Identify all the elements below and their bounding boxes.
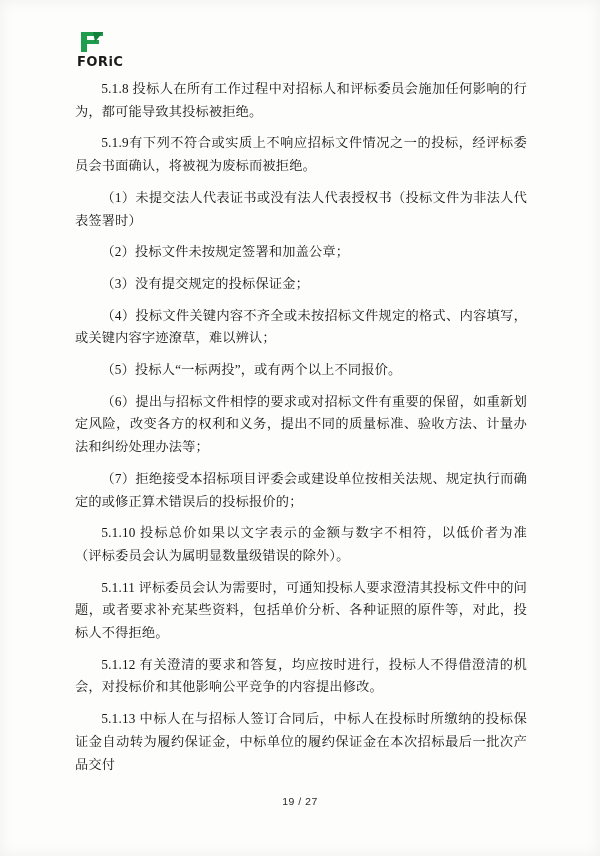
paragraph: （4）投标文件关键内容不齐全或未按招标文件规定的格式、内容填写，或关键内容字迹潦草，难以辨认； [75,307,527,346]
page-number: 19 / 27 [282,796,318,808]
paragraph: （5）投标人“一标两投”，或有两个以上不同报价。 [101,362,402,378]
company-logo [77,30,147,70]
paragraph: 5.1.8 投标人在所有工作过程中对招标人和评标委员会施加任何影响的行为，都可能导致其投标被拒绝。 [75,81,527,119]
paragraph: （6）提出与招标文件相悖的要求或对招标文件有重要的保留，如重新划定风险，改变各方的权利和义务，提出不同的质量标准、验收方法、计量办法和纠纷处理办法等； [75,393,527,455]
paragraph: 5.1.13 中标人在与招标人签订合同后，中标人在投标时所缴纳的投标保证金自动转为履约保证金，中标单位的履约保证金在本次招标最后一批次产品交付 [75,711,527,772]
paragraph: （3）没有提交规定的投标保证金； [101,275,309,291]
document-body [75,78,527,785]
paragraph: （2）投标文件未按规定签署和加盖公章； [101,244,350,260]
paragraph: 5.1.12 有关澄清的要求和答复，均应按时进行，投标人不得借澄清的机会，对投标价和其他影响公平竞争的内容提出修改。 [75,656,527,695]
paragraph: （1）未提交法人代表证书或没有法人代表授权书（投标文件为非法人代表签署时） [75,189,527,228]
paragraph: 5.1.10 投标总价如果以文字表示的金额与数字不相符，以低价者为准（评标委员会认为属明显数量级错误的除外）。 [75,525,527,563]
paragraph: 5.1.11 评标委员会认为需要时，可通知投标人要求澄清其投标文件中的问题，或者要求补充某些资料，包括单价分析、各种证照的原件等，对此，投标人不得拒绝。 [75,579,527,641]
logo-mark-icon [79,30,105,54]
paragraph: （7）拒绝接受本招标项目评委会或建设单位按相关法规、规定执行而确定的或修正算术错误后的投标报价的； [75,470,527,509]
paragraph: 5.1.9有下列不符合或实质上不响应招标文件情况之一的投标，经评标委员会书面确认，将被视为废标而被拒绝。 [75,135,527,174]
logo-brand-text: FORiC [77,55,124,70]
